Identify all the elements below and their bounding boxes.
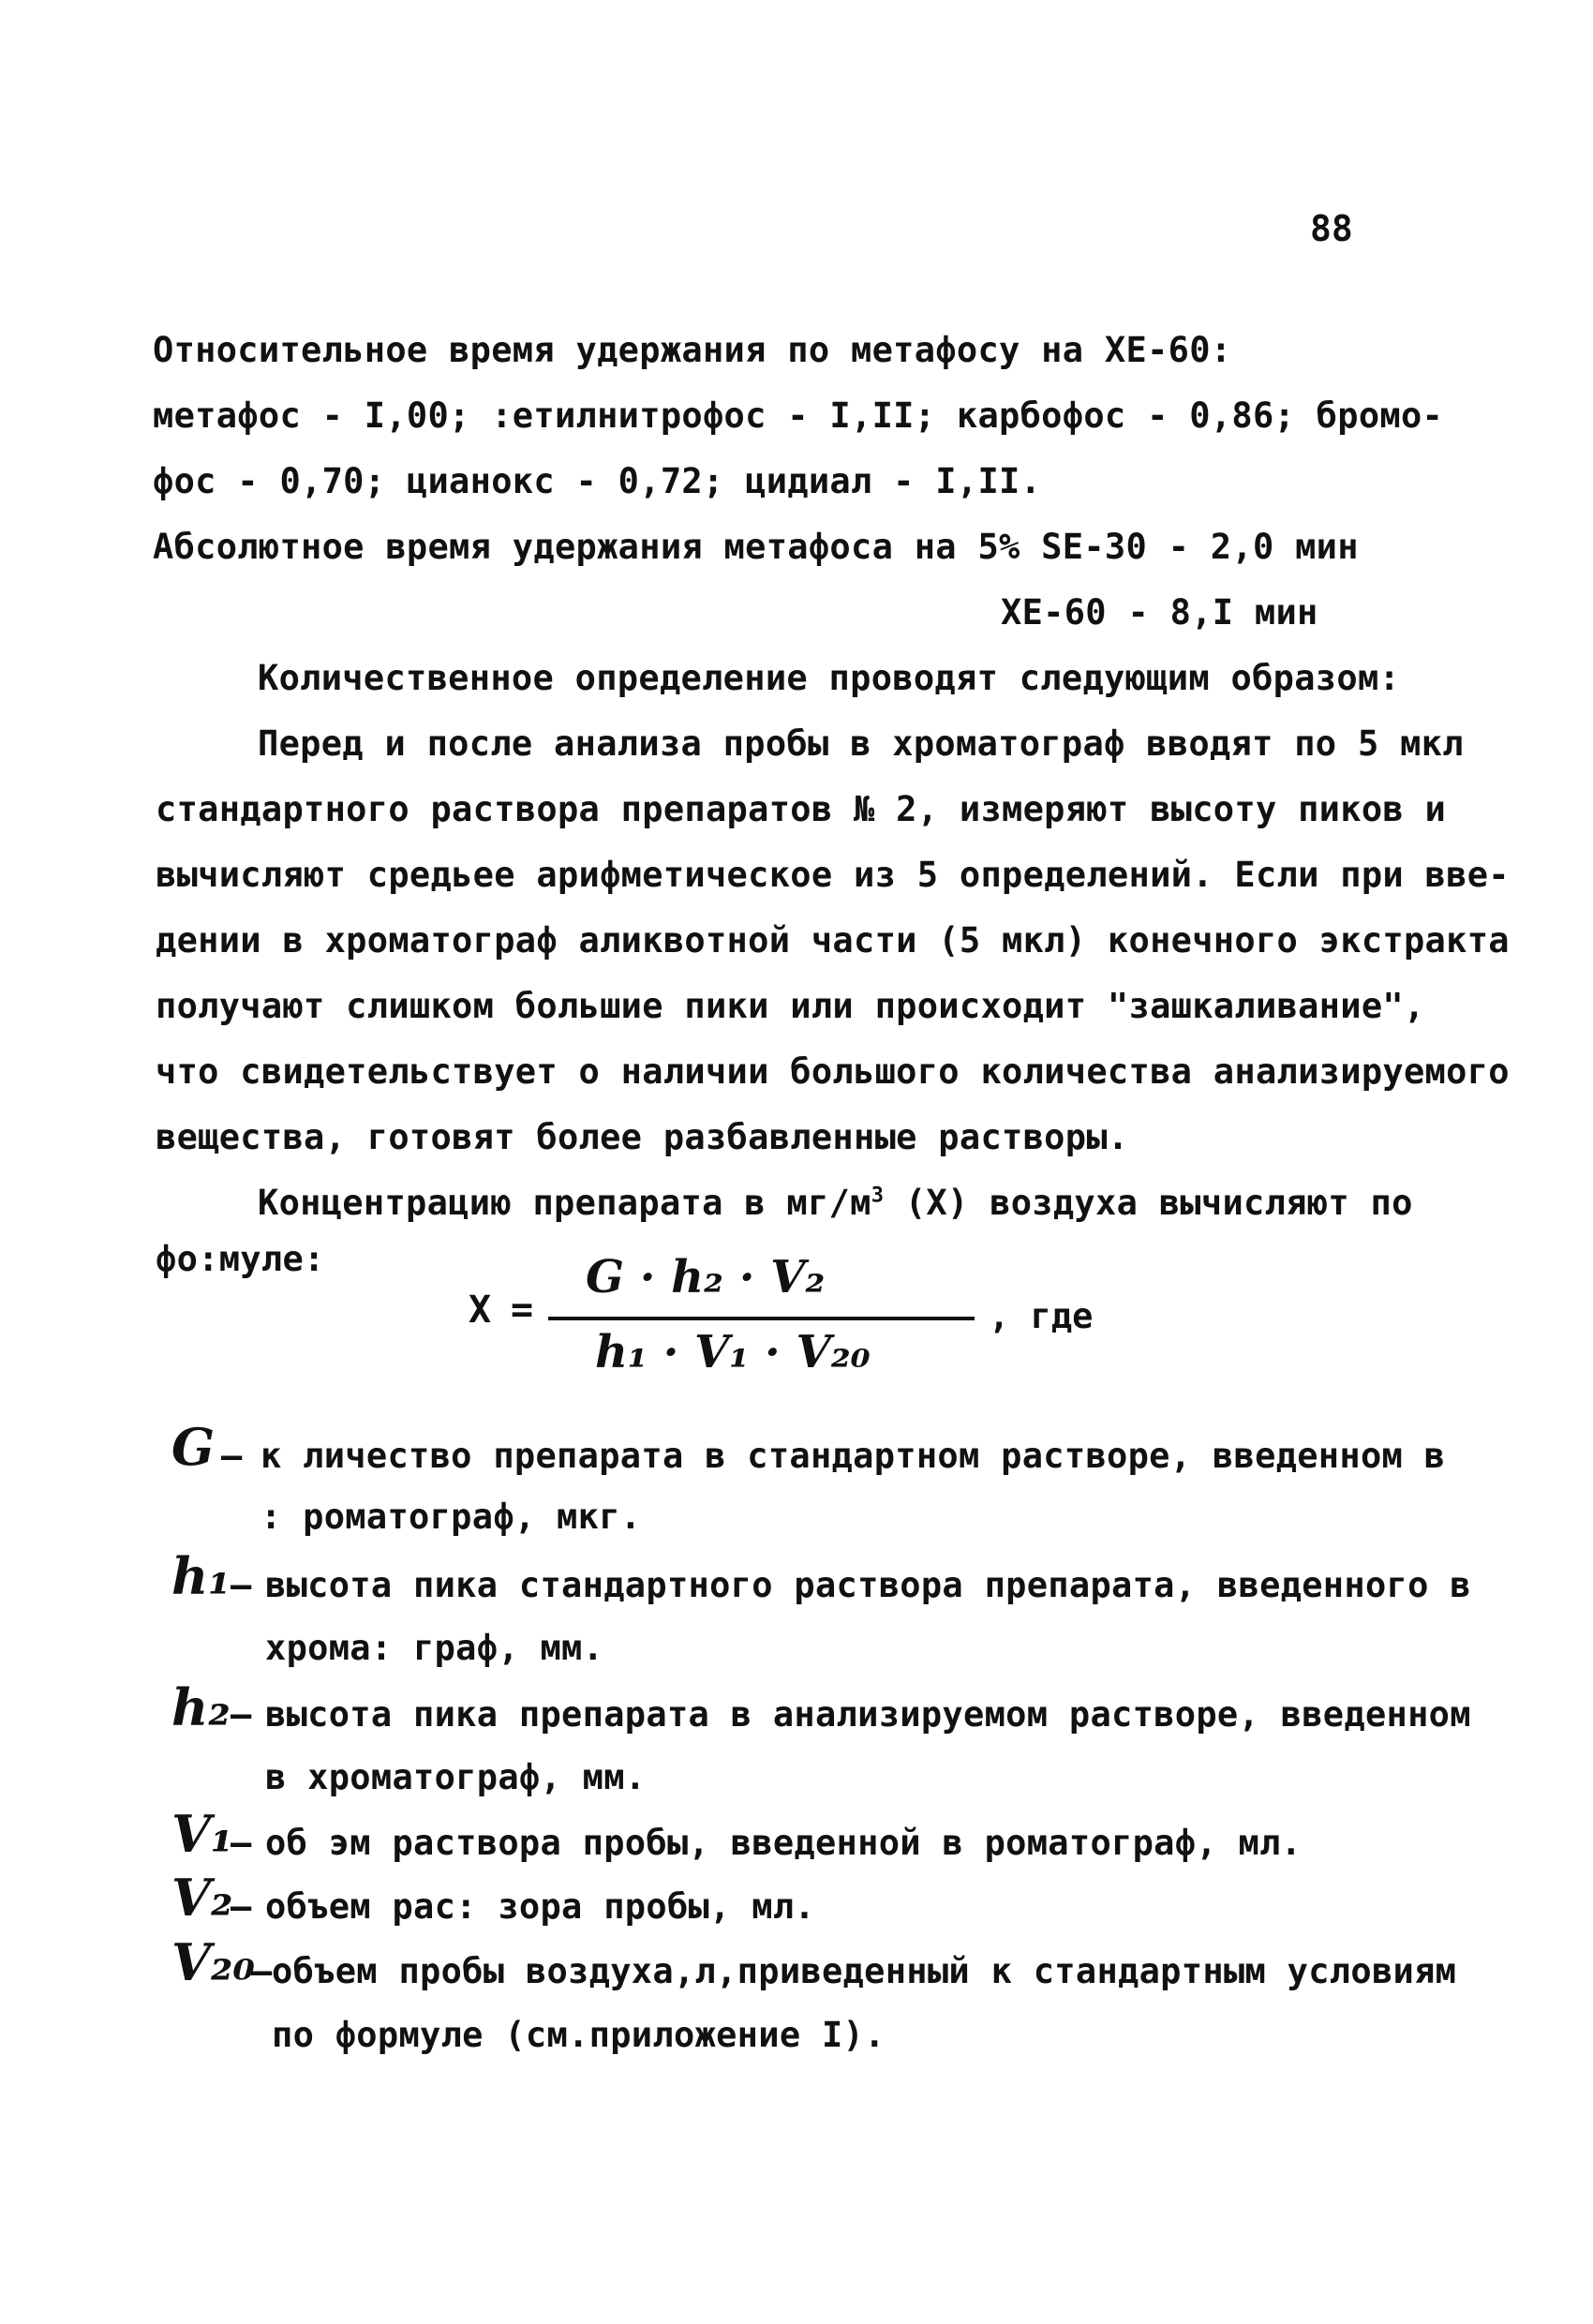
concentration-formula xyxy=(469,1251,1124,1401)
page-number: 88 xyxy=(1310,208,1353,249)
formula-where: , где xyxy=(989,1296,1094,1336)
definition-dash: – xyxy=(231,1694,252,1735)
definition-line: высота пика стандартного раствора препарата, введенного в xyxy=(265,1565,1471,1605)
formula-lhs: X xyxy=(469,1289,492,1332)
formula-equals: = xyxy=(511,1289,534,1332)
text-line xyxy=(258,1183,1413,1223)
text-line: вещества, готовят более разбавленные растворы. xyxy=(156,1117,1129,1157)
formula-numerator: G · h₂ · V₂ xyxy=(586,1251,826,1304)
symbol-V2: V₂ xyxy=(171,1868,233,1928)
text-line: Количественное определение проводят следующим образом: xyxy=(258,658,1401,698)
symbol-h2: h₂ xyxy=(171,1677,231,1737)
text-line: получают слишком большие пики или происходит "зашкаливание", xyxy=(156,986,1425,1026)
text-line: вычисляют средьее арифметическое из 5 определений. Если при вве- xyxy=(156,855,1510,895)
text-line: метафос - I,00; :етилнитрофос - I,II; карбофос - 0,86; бромо- xyxy=(153,395,1444,436)
formula-denominator: h₁ · V₁ · V₂₀ xyxy=(595,1326,871,1378)
text-line: Абсолютное время удержания метафоса на 5% SE-30 - 2,0 мин xyxy=(153,527,1359,567)
definition-line: хрома: граф, мм. xyxy=(265,1628,604,1668)
text-line: что свидетельствует о наличии большого количества анализируемого xyxy=(156,1051,1510,1092)
definition-line: об эм раствора пробы, введенной в роматограф, мл. xyxy=(265,1823,1303,1863)
definition-line: объем рас: зора пробы, мл. xyxy=(265,1886,815,1927)
text-line: фос - 0,70; цианокс - 0,72; цидиал - I,II. xyxy=(153,461,1042,501)
symbol-G: G xyxy=(171,1417,216,1477)
definition-line: в хроматограф, мм. xyxy=(265,1757,647,1797)
text-line: ХЕ-60 - 8,I мин xyxy=(1001,592,1318,633)
fraction-bar xyxy=(548,1317,975,1320)
definition-line: объем пробы воздуха,л,приведенный к стандартным условиям xyxy=(272,1951,1457,1991)
definition-dash: – xyxy=(221,1436,243,1476)
superscript: 3 xyxy=(871,1184,885,1208)
definition-line: по формуле (см.приложение I). xyxy=(272,2015,886,2055)
definition-dash: – xyxy=(251,1951,273,1991)
definition-line: высота пика препарата в анализируемом растворе, введенном xyxy=(265,1694,1471,1735)
definition-dash: – xyxy=(231,1886,252,1927)
definition-line: к личество препарата в стандартном растворе, введенном в xyxy=(261,1436,1446,1476)
symbol-V20: V₂₀ xyxy=(171,1932,256,1992)
text-line: Перед и после анализа пробы в хроматограф вводят по 5 мкл xyxy=(258,723,1464,764)
definition-line: : роматограф, мкг. xyxy=(261,1497,642,1537)
text-line: стандартного раствора препаратов № 2, измеряют высоту пиков и xyxy=(156,789,1447,829)
symbol-V1: V₁ xyxy=(171,1804,233,1864)
definition-dash: – xyxy=(231,1823,252,1863)
definition-dash: – xyxy=(231,1565,252,1605)
text-segment: Концентрацию препарата в мг/м xyxy=(258,1183,871,1223)
text-line: дении в хроматограф аликвотной части (5 мкл) конечного экстракта xyxy=(156,920,1510,961)
symbol-h1: h₁ xyxy=(171,1546,231,1606)
text-line: Относительное время удержания по метафосу на ХЕ-60: xyxy=(153,330,1232,370)
text-segment: (X) воздуха вычисляют по xyxy=(884,1183,1413,1223)
text-line: фо:муле: xyxy=(156,1239,325,1279)
